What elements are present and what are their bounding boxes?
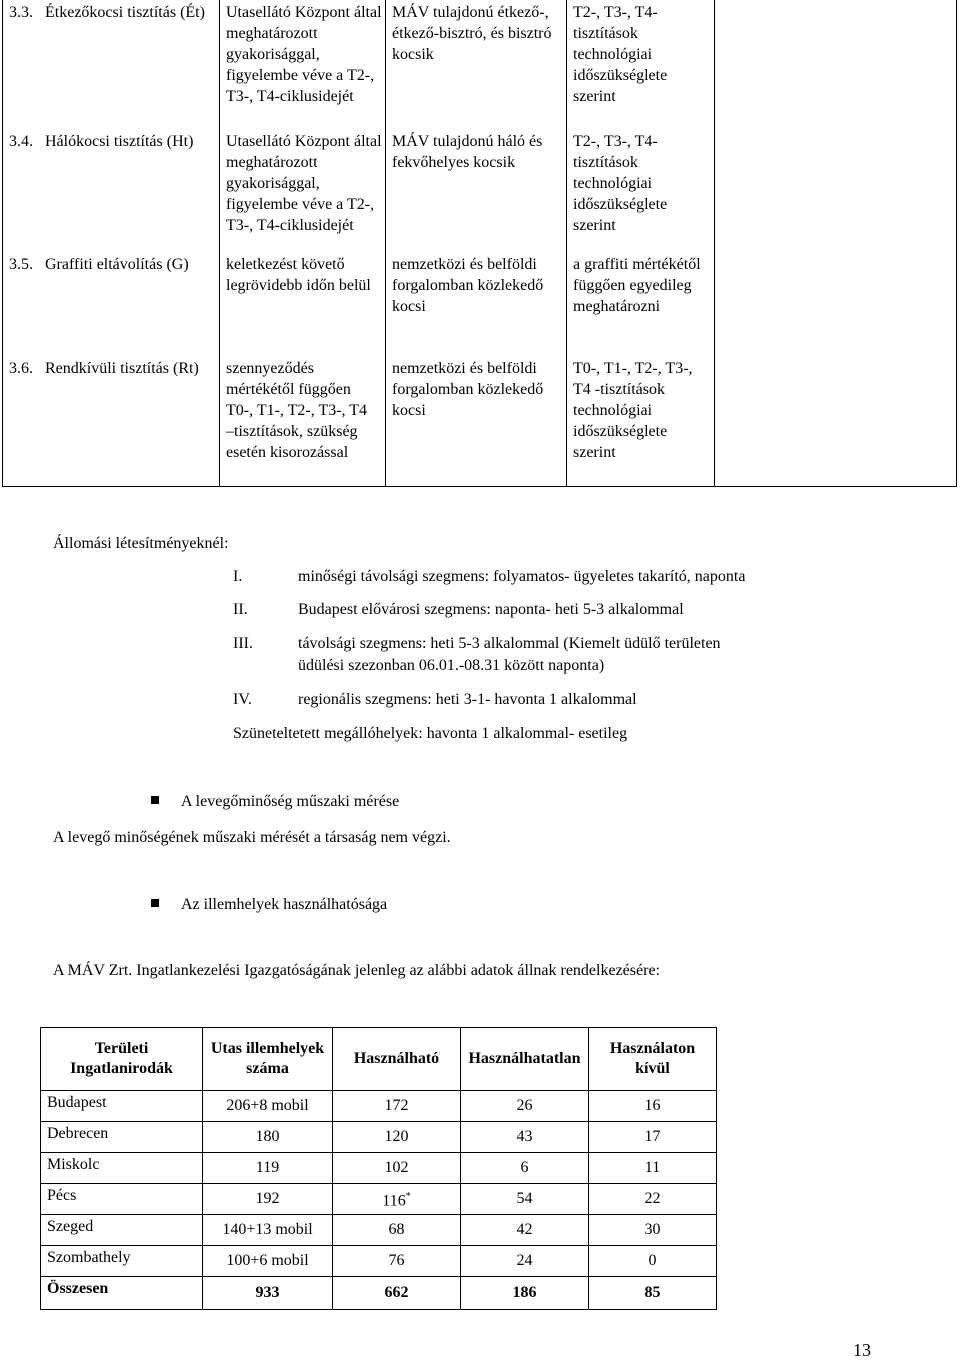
cell-out: 16: [589, 1091, 717, 1122]
header-region: Területi Ingatlanirodák: [41, 1028, 203, 1091]
cleaning-table: [2, 0, 957, 487]
list-marker: III.: [233, 635, 253, 652]
row-empty: [715, 356, 957, 486]
cell-usable-value: 116: [382, 1192, 406, 1210]
row-tech: T2-, T3-, T4-tisztítások technológiai időszükséglete szerint: [567, 129, 715, 252]
cell-usable: 662: [333, 1277, 461, 1310]
header-usable: Használható: [333, 1028, 461, 1091]
cell-count: 119: [203, 1153, 333, 1184]
row-frequency: Utasellátó Központ által meghatározott gyakorisággal, figyelembe véve a T2-, T3-, T4-ciklusidejét: [220, 129, 386, 252]
row-frequency: keletkezést követő legrövidebb időn belül: [220, 252, 386, 356]
cell-usable: 68: [333, 1215, 461, 1246]
row-scope: MÁV tulajdonú étkező-, étkező-bisztró, és bisztró kocsik: [386, 0, 567, 129]
table-row: [41, 1091, 717, 1122]
header-count: Utas illemhelyek száma: [203, 1028, 333, 1091]
cell-region: Pécs: [41, 1184, 203, 1215]
bullet-icon: [151, 899, 159, 907]
cell-out: 0: [589, 1246, 717, 1277]
table-row: [41, 1215, 717, 1246]
list-marker: I.: [233, 568, 243, 585]
table-row: [3, 0, 957, 129]
cell-usable: [333, 1184, 461, 1215]
cell-unusable: 24: [461, 1246, 589, 1277]
table-row: [3, 356, 957, 486]
suspended-stops-text: Szüneteltetett megállóhelyek: havonta 1 alkalommal- esetileg: [233, 725, 628, 742]
row-scope: MÁV tulajdonú háló és fekvőhelyes kocsik: [386, 129, 567, 252]
table-total-row: [41, 1277, 717, 1310]
cell-count: 206+8 mobil: [203, 1091, 333, 1122]
cell-unusable: 26: [461, 1091, 589, 1122]
cell-out: 17: [589, 1122, 717, 1153]
list-item: regionális szegmens: heti 3-1- havonta 1 alkalommal: [298, 691, 637, 708]
row-scope: nemzetközi és belföldi forgalomban közlekedő kocsi: [386, 356, 567, 486]
row-tech: a graffiti mértékétől függően egyedileg meghatározni: [567, 252, 715, 356]
air-heading: A levegőminőség műszaki mérése: [181, 793, 400, 810]
header-out-of-use: Használaton kívül: [589, 1028, 717, 1091]
table-header-row: [41, 1028, 717, 1091]
cell-usable: 120: [333, 1122, 461, 1153]
cell-count: 180: [203, 1122, 333, 1153]
cell-region: Miskolc: [41, 1153, 203, 1184]
header-unusable: Használhatatlan: [461, 1028, 589, 1091]
table-row: [41, 1122, 717, 1153]
row-frequency: szennyeződés mértékétől függően T0-, T1-, T2-, T3-, T4 –tisztítások, szükség esetén kisorozással: [220, 356, 386, 486]
page-number: 13: [853, 1340, 871, 1360]
cell-count: 100+6 mobil: [203, 1246, 333, 1277]
bullet-icon: [151, 796, 159, 804]
table-row: [41, 1153, 717, 1184]
row-empty: [715, 129, 957, 252]
table-row: [3, 252, 957, 356]
cell-region: Szombathely: [41, 1246, 203, 1277]
toilets-table: [40, 1027, 717, 1310]
cell-out: 30: [589, 1215, 717, 1246]
row-name: 3.3. Étkezőkocsi tisztítás (Ét): [3, 0, 220, 129]
list-item-continuation: üdülési szezonban 06.01.-08.31 között naponta): [298, 657, 605, 674]
cell-region: Budapest: [41, 1091, 203, 1122]
footnote-mark: *: [405, 1190, 411, 1202]
toilets-heading: Az illemhelyek használhatósága: [181, 896, 388, 913]
cell-out: 22: [589, 1184, 717, 1215]
table-row: [41, 1184, 717, 1215]
list-marker: IV.: [233, 691, 252, 708]
cell-usable: 76: [333, 1246, 461, 1277]
row-scope: nemzetközi és belföldi forgalomban közlekedő kocsi: [386, 252, 567, 356]
row-empty: [715, 0, 957, 129]
row-name: 3.6. Rendkívüli tisztítás (Rt): [3, 356, 220, 486]
cell-count: 933: [203, 1277, 333, 1310]
cell-count: 140+13 mobil: [203, 1215, 333, 1246]
list-item: Budapest elővárosi szegmens: naponta- heti 5-3 alkalommal: [298, 601, 684, 618]
cell-out: 85: [589, 1277, 717, 1310]
cell-unusable: 186: [461, 1277, 589, 1310]
row-name: 3.4. Hálókocsi tisztítás (Ht): [3, 129, 220, 252]
list-item: távolsági szegmens: heti 5-3 alkalommal (Kiemelt üdülő területen: [298, 635, 721, 652]
table-row: [41, 1246, 717, 1277]
cell-unusable: 42: [461, 1215, 589, 1246]
stations-heading: Állomási létesítményeknél:: [53, 535, 229, 552]
cell-unusable: 6: [461, 1153, 589, 1184]
row-empty: [715, 252, 957, 356]
cell-unusable: 43: [461, 1122, 589, 1153]
list-marker: II.: [233, 601, 248, 618]
air-text: A levegő minőségének műszaki mérését a társaság nem végzi.: [53, 829, 451, 846]
row-name: 3.5. Graffiti eltávolítás (G): [3, 252, 220, 356]
row-tech: T0-, T1-, T2-, T3-, T4 -tisztítások technológiai időszükséglete szerint: [567, 356, 715, 486]
list-item: minőségi távolsági szegmens: folyamatos- ügyeletes takarító, naponta: [298, 568, 746, 585]
cell-region: Összesen: [41, 1277, 203, 1310]
cell-usable: 102: [333, 1153, 461, 1184]
toilets-text: A MÁV Zrt. Ingatlankezelési Igazgatóságának jelenleg az alábbi adatok állnak rendelkezésére:: [53, 962, 660, 979]
cell-count: 192: [203, 1184, 333, 1215]
row-frequency: Utasellátó Központ által meghatározott gyakorisággal, figyelembe véve a T2-, T3-, T4-ciklusidejét: [220, 0, 386, 129]
table-row: [3, 129, 957, 252]
cell-out: 11: [589, 1153, 717, 1184]
cell-unusable: 54: [461, 1184, 589, 1215]
cell-region: Szeged: [41, 1215, 203, 1246]
row-tech: T2-, T3-, T4-tisztítások technológiai időszükséglete szerint: [567, 0, 715, 129]
cell-usable: 172: [333, 1091, 461, 1122]
cell-region: Debrecen: [41, 1122, 203, 1153]
